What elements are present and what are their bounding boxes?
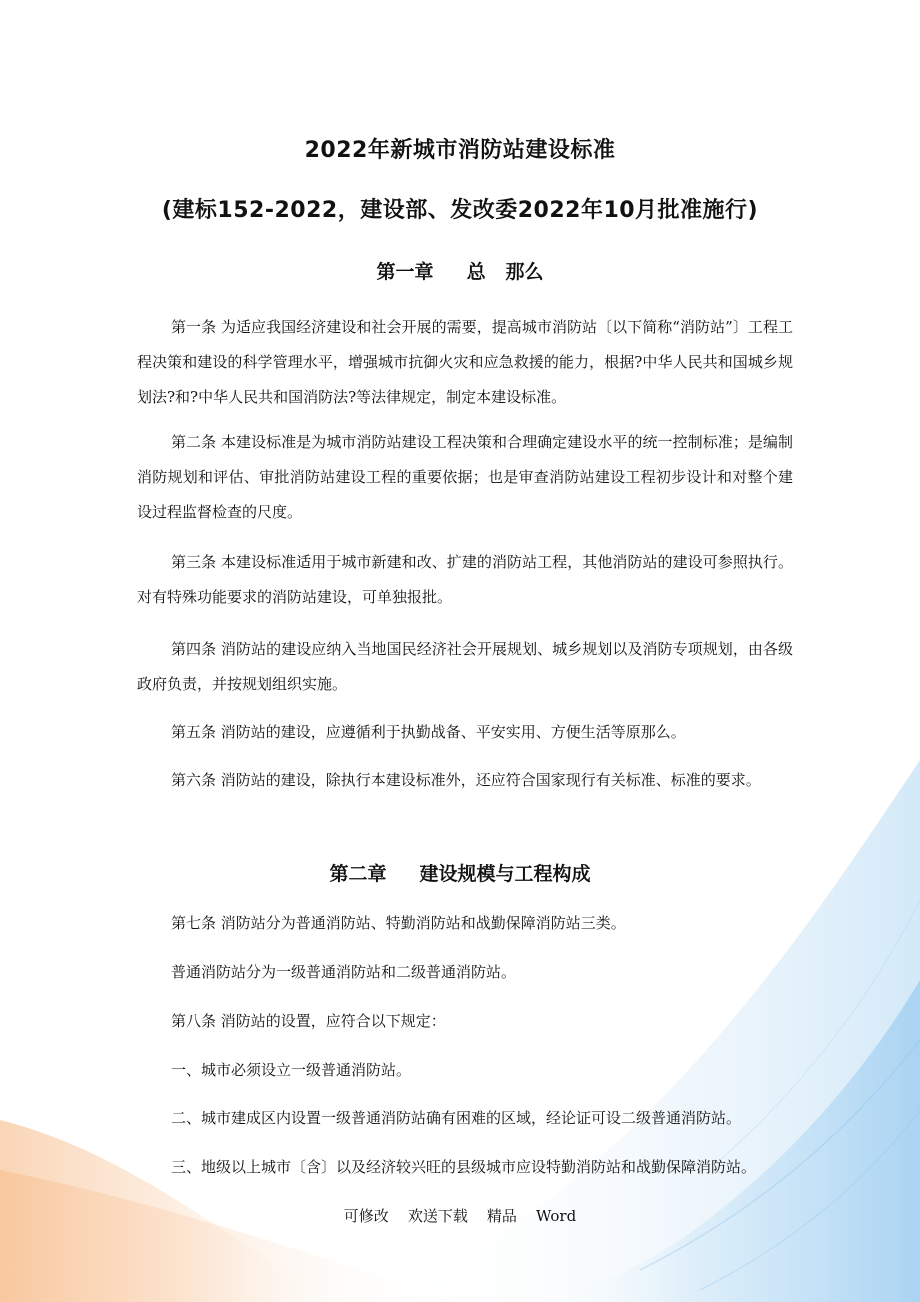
- rule-1-line: 一、城市必须设立一级普通消防站。: [171, 1061, 412, 1079]
- rule-2-line: 二、城市建成区内设置一级普通消防站确有困难的区域，经论证可设二级普通消防站。: [171, 1109, 742, 1127]
- station-grade-line: 普通消防站分为一级普通消防站和二级普通消防站。: [171, 963, 517, 981]
- article-4-paragraph: 第四条 消防站的建设应纳入当地国民经济社会开展规划、城乡规划以及消防专项规划，由各级政府负责，并按规划组织实施。: [137, 640, 793, 693]
- article-2-paragraph: 第二条 本建设标准是为城市消防站建设工程决策和合理确定建设水平的统一控制标准；是编制消防规划和评估、审批消防站建设工程的重要依据；也是审查消防站建设工程初步设计和对整个建设过程监督检查的尺度。: [137, 433, 793, 521]
- article-6-paragraph: 第六条 消防站的建设，除执行本建设标准外，还应符合国家现行有关标准、标准的要求。: [171, 771, 761, 789]
- document-title: 2022年新城市消防站建设标准: [304, 138, 616, 163]
- page-footer: 可修改 欢送下载 精品 Word: [343, 1207, 577, 1225]
- article-3-paragraph: 第三条 本建设标准适用于城市新建和改、扩建的消防站工程，其他消防站的建设可参照执行。对有特殊功能要求的消防站建设，可单独报批。: [137, 553, 793, 606]
- chapter-2-heading: 第二章 建设规模与工程构成: [329, 863, 591, 885]
- article-5-paragraph: 第五条 消防站的建设，应遵循利于执勤战备、平安实用、方便生活等原那么。: [171, 723, 686, 741]
- article-1-paragraph: 第一条 为适应我国经济建设和社会开展的需要，提高城市消防站〔以下简称“消防站”〕工程工程决策和建设的科学管理水平，增强城市抗御火灾和应急救援的能力，根据?中华人民共和国城乡规划法?和?中华人民共和国消防法?等法律规定，制定本建设标准。: [137, 318, 793, 406]
- chapter-1-heading: 第一章 总 那么: [376, 261, 544, 283]
- article-7-line: 第七条 消防站分为普通消防站、特勤消防站和战勤保障消防站三类。: [171, 914, 626, 932]
- article-8-line: 第八条 消防站的设置，应符合以下规定：: [171, 1012, 446, 1030]
- orange-wave-shape-2: [0, 1170, 460, 1302]
- document-subtitle: (建标152-2022，建设部、发改委2022年10月批准施行): [161, 198, 759, 223]
- rule-3-line: 三、地级以上城市〔含〕以及经济较兴旺的县级城市应设特勤消防站和战勤保障消防站。: [171, 1158, 757, 1176]
